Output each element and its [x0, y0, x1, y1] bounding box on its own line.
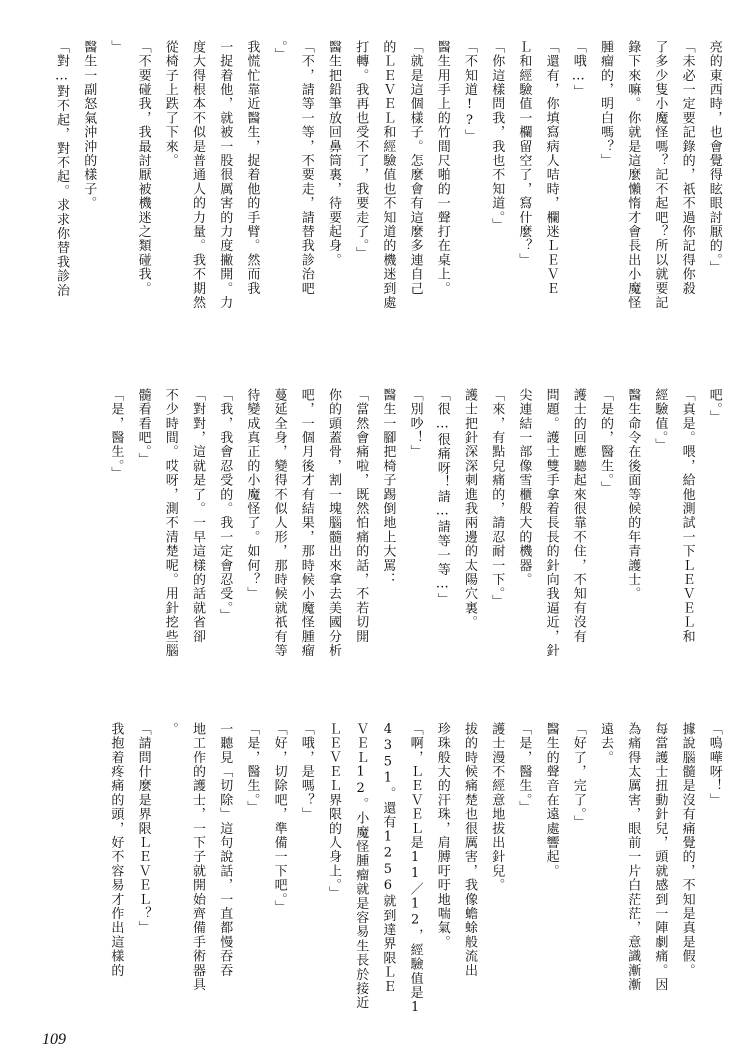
- text-column: 待變成真正的小魔怪了。如何？」: [244, 388, 260, 601]
- text-column: 腫瘤的，明白嗎？」: [598, 40, 613, 168]
- text-column: 「哦…」: [570, 40, 586, 99]
- text-column: 「很…很痛呀！請…請等一等…」: [434, 388, 450, 607]
- text-column: 每當護士扭動針兒，頭就感到一陣劇痛。因: [652, 722, 668, 992]
- text-column: 「請問什麼是界限ＬＥＶＥＬ？」: [135, 722, 151, 935]
- text-column: 醫生的聲音在遠處響起。: [543, 722, 559, 879]
- text-column: ＶＥＬ12。小魔怪腫瘤就是容易生長於接近: [353, 722, 369, 1010]
- text-column: 」: [108, 40, 124, 55]
- text-column: 一聽見「切除」這句說話，一直都慢吞吞: [217, 722, 233, 978]
- text-column: 「我，我會忍受的。我一定會忍受。」: [217, 388, 233, 623]
- text-column: 吧，一個月後才有結果，那時候小魔怪腫瘤: [298, 388, 314, 658]
- text-column: 亮的東西時，也會覺得眩眼討厭的。」: [706, 40, 722, 275]
- text-column: 不少時間。哎呀，測不清楚呢。用針挖些腦: [162, 388, 178, 658]
- text-column: 問題。護士雙手拿着長長的針向我逼近，針: [543, 388, 559, 658]
- text-column: 「來，有點兒痛的，請忍耐一下。」: [489, 388, 505, 609]
- text-column: 「還有，你填寫病人咭時，欄迷ＬＥＶＥ: [543, 40, 559, 296]
- text-column: 「對…對不起，對不起。求求你替我診治: [54, 40, 69, 298]
- text-column: 據說腦髓是沒有痛覺的，不知是真是假。: [679, 722, 695, 978]
- text-column: 「未必一定要記錄的，祇不過你記得你殺: [679, 40, 695, 296]
- text-tier-top: [0, 40, 750, 360]
- text-column: 從椅子上跌了下來。: [162, 40, 178, 168]
- text-column: 遠去。: [598, 722, 613, 765]
- text-column: 「就是這個樣子。怎麼會有這麼多連自己: [407, 40, 423, 296]
- text-column: 髓看看吧。」: [135, 388, 151, 467]
- text-column: 「好了，完了。」: [570, 722, 586, 830]
- text-column: 「啊，ＬＥＶＥＬ是11／12，經驗值是1: [407, 722, 423, 1016]
- text-column: 吧。」: [706, 388, 722, 425]
- text-column: 「是，醫生。」: [108, 388, 124, 481]
- text-column: 「真是。喂，給他測試一下ＬＥＶＥＬ和: [679, 388, 695, 644]
- text-column: 「對對，這就是了。一早這樣的話就省卻: [190, 388, 205, 644]
- text-tier-bottom: [0, 722, 750, 1027]
- text-column: 4351。還有1256就到達界限ＬＥ: [380, 722, 396, 994]
- text-column: ＬＥＶＥＬ界限的人身上。」: [326, 722, 341, 901]
- text-column: 。: [162, 722, 178, 737]
- text-column: 了多少隻小魔怪嗎？記不起吧？所以就要記: [652, 40, 668, 310]
- text-column: 醫生用手上的竹間尺啪的一聲打在桌上。: [434, 40, 450, 296]
- text-column: 「是的，醫生。」: [598, 388, 613, 496]
- text-column: 我抱着疼痛的頭，好不容易才作出這樣的: [108, 722, 124, 978]
- text-column: 地工作的護士，一下子就開始齊備手術器具: [190, 722, 205, 992]
- text-column: 「是，醫生。」: [244, 722, 260, 815]
- text-column: 你的頭蓋骨，割一塊腦髓出來拿去美國分析: [326, 388, 341, 658]
- text-column: 拔的時候痛楚也很厲害，我像蟾蜍般流出: [462, 722, 477, 978]
- text-column: 打轉。我再也受不了，我要走了。」: [353, 40, 369, 261]
- text-column: 的ＬＥＶＥＬ和經驗值也不知道的機迷到處: [380, 40, 396, 310]
- text-column: 「嗚嘩呀！」: [706, 722, 722, 808]
- text-column: 醫生把鉛筆放回鼻筒裏，待要起身。: [326, 40, 341, 268]
- text-column: 「好，切除吧，準備一下吧。」: [271, 722, 287, 915]
- text-column: 珍珠般大的汗珠，肩膊吁吁地喘氣。: [434, 722, 450, 950]
- text-column: 一捉着他，就被一股很厲害的力度撇開。力: [217, 40, 233, 310]
- text-column: 。」: [271, 40, 287, 62]
- text-column: 醫生一腳把椅子踢倒地上大罵：: [380, 388, 396, 587]
- text-column: 「別吵！」: [407, 388, 423, 459]
- text-column: 護士漫不經意地拔出針兒。: [489, 722, 505, 893]
- text-column: Ｌ和經驗值一欄留空了，寫什麼？」: [516, 40, 532, 268]
- text-column: 錄下來嘛。你就是這麼懶惰才會長出小魔怪: [625, 40, 641, 310]
- text-column: 我慌忙靠近醫生，捉着他的手臂。然而我: [244, 40, 260, 296]
- page-number: 109: [42, 1031, 66, 1048]
- text-column: 「是，醫生。」: [516, 722, 532, 815]
- text-column: 尖連結一部像雪櫃般大的機器。: [516, 388, 532, 587]
- text-column: 為痛得太厲害，眼前一片白茫茫，意識漸漸: [625, 722, 641, 992]
- text-column: 護士的回應聽起來很靠不住，不知有沒有: [570, 388, 586, 644]
- text-column: 經驗值。」: [652, 388, 668, 453]
- text-column: 「不要碰我，我最討厭被機迷之類碰我。: [135, 40, 151, 296]
- text-column: 醫生一副怒氣沖沖的樣子。: [81, 40, 97, 211]
- text-column: 「當然會痛啦，既然怕痛的話，不若切開: [353, 388, 369, 644]
- text-column: 度大得根本不似是普通人的力量。我不期然: [190, 40, 205, 310]
- text-column: 「你這樣問我，我也不知道。」: [489, 40, 505, 233]
- text-column: 蔓延全身，變得不似人形，那時候就祇有等: [271, 388, 287, 658]
- text-tier-middle: [0, 388, 750, 708]
- text-column: 醫生命令在後面等候的年青護士。: [625, 388, 641, 601]
- text-column: 「哦，是嗎？」: [298, 722, 314, 822]
- text-column: 護士把針深深刺進我兩邊的太陽穴裏。: [462, 388, 477, 630]
- text-column: 「不知道!?」: [462, 40, 477, 144]
- text-column: 「不，請等一等，不要走，請替我診治吧: [298, 40, 314, 296]
